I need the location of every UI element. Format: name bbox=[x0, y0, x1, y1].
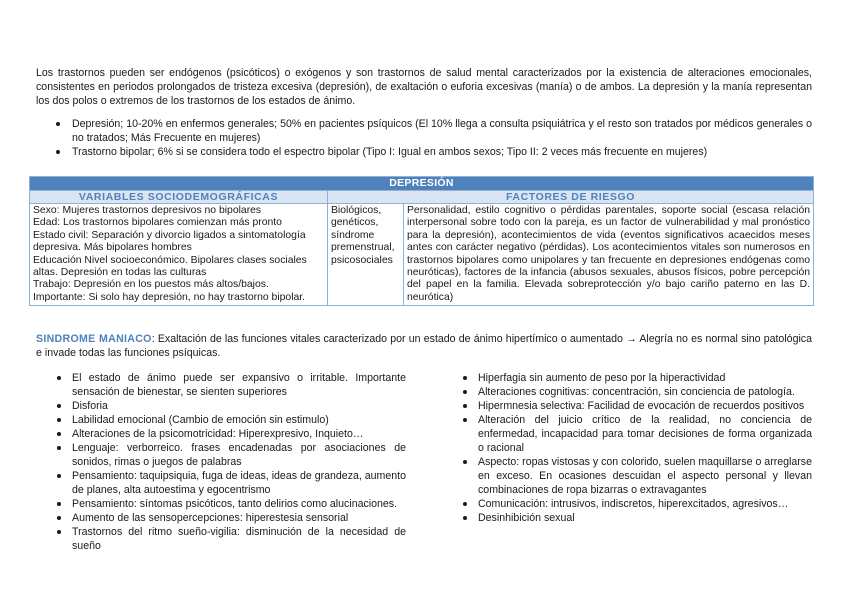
list-item: El estado de ánimo puede ser expansivo o irritable. Importante sensación de bienestar, se sienten superiores bbox=[56, 371, 406, 399]
risk-categories-cell: Biológicos, genéticos, síndrome premenstrual, psicosociales bbox=[328, 204, 404, 306]
list-item: Pensamiento: taquipsiquia, fuga de ideas, ideas de grandeza, aumento de planes, alta autoestima y egocentrismo bbox=[56, 469, 406, 497]
list-item: Alteraciones de la psicomotricidad: Hiperexpresivo, Inquieto… bbox=[56, 427, 406, 441]
list-item: Hiperfagia sin aumento de peso por la hiperactividad bbox=[462, 371, 812, 385]
table-line: Edad: Los trastornos bipolares comienzan más pronto bbox=[33, 217, 282, 229]
manic-syndrome-label: SINDROME MANIACO bbox=[36, 333, 152, 345]
list-item: Pensamiento: síntomas psicóticos, tanto delirios como alucinaciones. bbox=[56, 497, 406, 511]
list-item: Lenguaje: verborreico. frases encadenadas por asociaciones de sonidos, rimas o juegos de palabras bbox=[56, 441, 406, 469]
table-line: Trabajo: Depresión en los puestos más altos/bajos. bbox=[33, 279, 269, 291]
header-risk-factors: FACTORES DE RIESGO bbox=[328, 191, 814, 204]
sociodemographic-cell bbox=[30, 204, 328, 306]
list-item: Aumento de las sensopercepciones: hiperestesia sensorial bbox=[56, 511, 406, 525]
table-line: Sexo: Mujeres trastornos depresivos no bipolares bbox=[33, 205, 262, 216]
list-item: Alteración del juicio crítico de la realidad, no conciencia de enfermedad, incapacidad para tomar decisiones de forma organizada o racional bbox=[462, 413, 812, 455]
list-item: Hipermnesia selectiva: Facilidad de evocación de recuerdos positivos bbox=[462, 399, 812, 413]
table-line: Estado civil: Separación y divorcio ligados a sintomatología depresiva. Más bipolares hombres bbox=[33, 229, 306, 254]
prevalence-list bbox=[36, 117, 812, 159]
risk-factors-cell: Personalidad, estilo cognitivo o pérdidas parentales, soporte social (escasa relación interpersonal sobre todo con la pareja, es un factor de vulnerabilidad y mal pronóstico para la depresión), acontecimientos de vida (eventos significativos acaecidos meses antes con carácter negativo (pérdidas). Los acontecimientos vitales son numerosos en trastornos bipolares como unipolares y tan frecuente en depresiones endógenas como neuróticas), factores de la infancia (abusos sexuales, abusos físicos, pobre percepción del papel en la familia. Elevada sobreprotección y/o bajo cariño paterno en las D. neurótica) bbox=[404, 204, 814, 306]
list-item: Labilidad emocional (Cambio de emoción sin estimulo) bbox=[56, 413, 406, 427]
list-item: Alteraciones cognitivas: concentración, sin conciencia de patología. bbox=[462, 385, 812, 399]
list-item: Trastornos del ritmo sueño-vigilia: disminución de la necesidad de sueño bbox=[56, 525, 406, 553]
header-sociodemographic: VARIABLES SOCIODEMOGRÁFICAS bbox=[30, 191, 328, 204]
manic-symptoms-left-list bbox=[56, 371, 406, 553]
manic-symptoms-right-list bbox=[462, 371, 812, 525]
table-line: Importante: Si solo hay depresión, no hay trastorno bipolar. bbox=[33, 291, 306, 303]
manic-syndrome-text: : Exaltación de las funciones vitales caracterizado por un estado de ánimo hipertímico o aumentado → Alegría no es normal sino patológica e invade todas las funciones psíquicas. bbox=[36, 333, 812, 359]
depression-table bbox=[29, 176, 814, 306]
list-item: Disforia bbox=[56, 399, 406, 413]
list-item: Trastorno bipolar; 6% si se considera todo el espectro bipolar (Tipo I: Igual en ambos sexos; Tipo II: 2 veces más frecuente en mujeres) bbox=[36, 145, 812, 159]
table-line: Educación Nivel socioeconómico. Bipolares clases sociales altas. Depresión en todas las culturas bbox=[33, 254, 307, 279]
list-item: Depresión; 10-20% en enfermos generales; 50% en pacientes psíquicos (El 10% llega a consulta psiquiátrica y el resto son tratados por médicos generales o no tratados; Más Frecuente en mujeres) bbox=[36, 117, 812, 145]
list-item: Comunicación: intrusivos, indiscretos, hiperexcitados, agresivos… bbox=[462, 497, 812, 511]
manic-syndrome-paragraph bbox=[36, 332, 812, 360]
table-title: DEPRESIÓN bbox=[30, 177, 814, 191]
intro-paragraph: Los trastornos pueden ser endógenos (psicóticos) o exógenos y son trastornos de salud mental caracterizados por la existencia de alteraciones emocionales, consistentes en periodos prolongados de tristeza excesiva (depresión), de exaltación o euforia excesivas (manía) o de ambos. La depresión y la manía representan los dos polos o extremos de los trastornos de los estados de ánimo. bbox=[36, 67, 812, 107]
list-item: Desinhibición sexual bbox=[462, 511, 812, 525]
list-item: Aspecto: ropas vistosas y con colorido, suelen maquillarse o arreglarse en exceso. En ocasiones descuidan el aspecto personal y llevan combinaciones de ropa bizarras o extravagantes bbox=[462, 455, 812, 497]
